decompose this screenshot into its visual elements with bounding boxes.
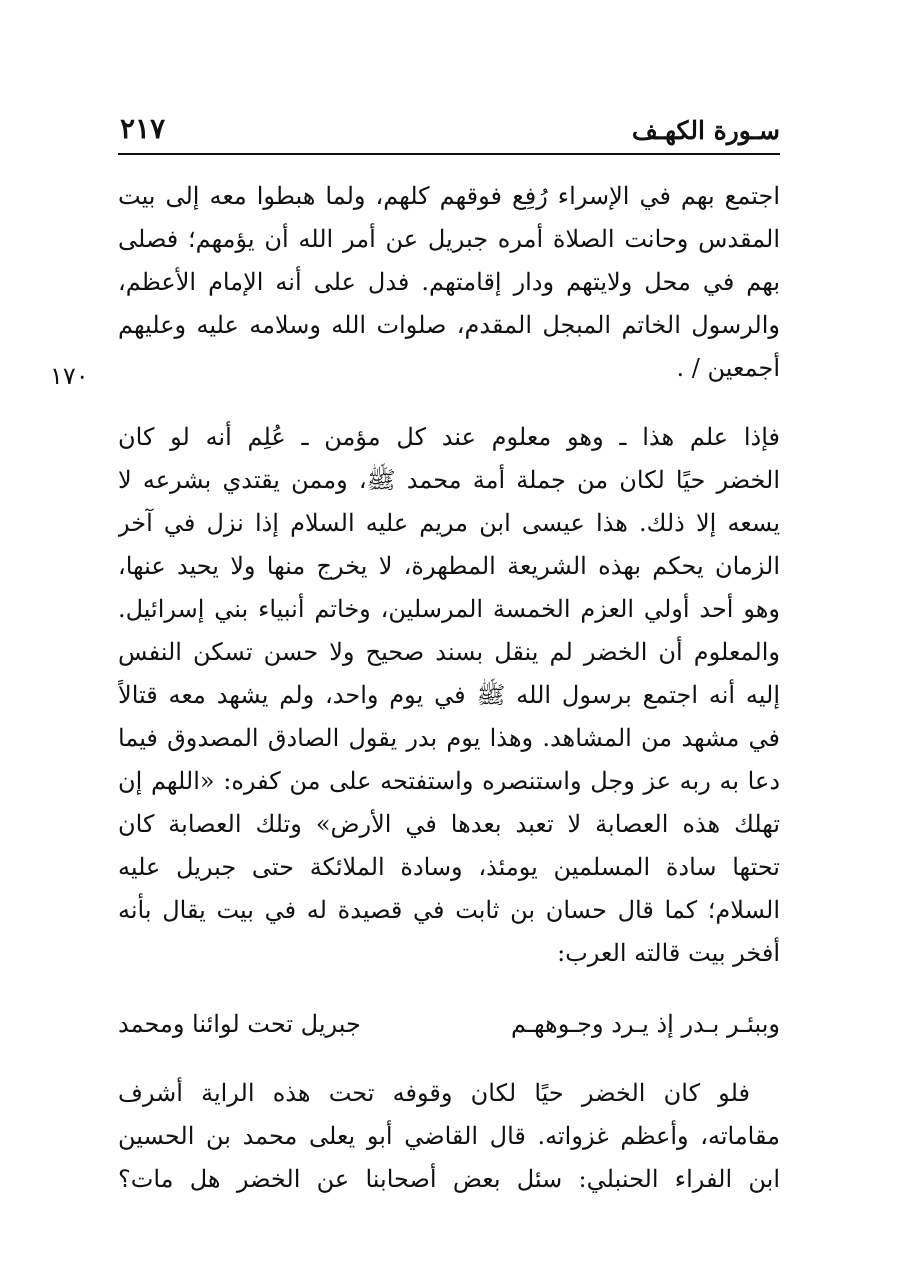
page-number: ٢١٧ [120,112,166,145]
verse-second-hemistich: جبريل تحت لوائنا ومحمد [118,1010,361,1038]
text-line: تحتها سادة المسلمين يومئذ، وسادة الملائكة حتى جبريل عليه [118,853,780,881]
text-line: المقدس وحانت الصلاة أمره جبريل عن أمر الله أن يؤمهم؛ فصلى [118,225,780,253]
text-line: مقاماته، وأعظم غزواته. قال القاضي أبو يعلى محمد بن الحسين [118,1122,780,1150]
text-line: تهلك هذه العصابة لا تعبد بعدها في الأرض» وتلك العصابة كان [118,810,780,838]
surah-title: سـورة الكهـف [631,116,780,145]
paragraph-gap [118,975,780,1001]
page-header [118,110,780,156]
text-line: اجتمع بهم في الإسراء رُفِع فوقهم كلهم، ولما هبطوا معه إلى بيت [118,182,780,210]
text-line: ابن الفراء الحنبلي: سئل بعض أصحابنا عن الخضر هل مات؟ [118,1165,780,1193]
text-line: الخضر حيًا لكان من جملة أمة محمد ﷺ، وممن يقتدي بشرعه لا [118,466,780,494]
paragraph-gap [118,390,780,416]
poetry-verse [118,1003,780,1046]
body-text [118,175,780,1201]
verse-first-hemistich: وببئـر بـدر إذ يـرد وجـوههـم [510,1010,780,1038]
text-line: يسعه إلا ذلك. هذا عيسى ابن مريم عليه السلام إذا نزل في آخر [118,509,780,537]
text-line: بهم في محل ولايتهم ودار إقامتهم. فدل على أنه الإمام الأعظم، [118,268,780,296]
margin-page-reference: ١٧٠ [50,362,89,390]
text-line: دعا به ربه عز وجل واستنصره واستفتحه على من كفره: «اللهم إن [118,767,780,795]
text-line: السلام؛ كما قال حسان بن ثابت في قصيدة له في بيت يقال بأنه [118,896,780,924]
paragraph-gap [118,1046,780,1072]
text-line: أفخر بيت قالته العرب: [557,939,780,967]
text-line: وهو أحد أولي العزم الخمسة المرسلين، وخاتم أنبياء بني إسرائيل. [118,595,780,623]
text-line: إليه أنه اجتمع برسول الله ﷺ في يوم واحد، ولم يشهد معه قتالاً [118,681,780,709]
text-line: أجمعين / . [676,354,780,382]
text-line: فلو كان الخضر حيًا لكان وقوفه تحت هذه الراية أشرف [118,1079,750,1107]
text-line: والمعلوم أن الخضر لم ينقل بسند صحيح ولا حسن تسكن النفس [118,638,780,666]
text-line: في مشهد من المشاهد. وهذا يوم بدر يقول الصادق المصدوق فيما [118,724,780,752]
text-line: فإذا علم هذا ـ وهو معلوم عند كل مؤمن ـ عُلِم أنه لو كان [118,423,780,451]
header-divider [118,153,780,155]
text-line: والرسول الخاتم المبجل المقدم، صلوات الله وسلامه عليه وعليهم [118,311,780,339]
text-line: الزمان يحكم بهذه الشريعة المطهرة، لا يخرج منها ولا يحيد عنها، [118,552,780,580]
